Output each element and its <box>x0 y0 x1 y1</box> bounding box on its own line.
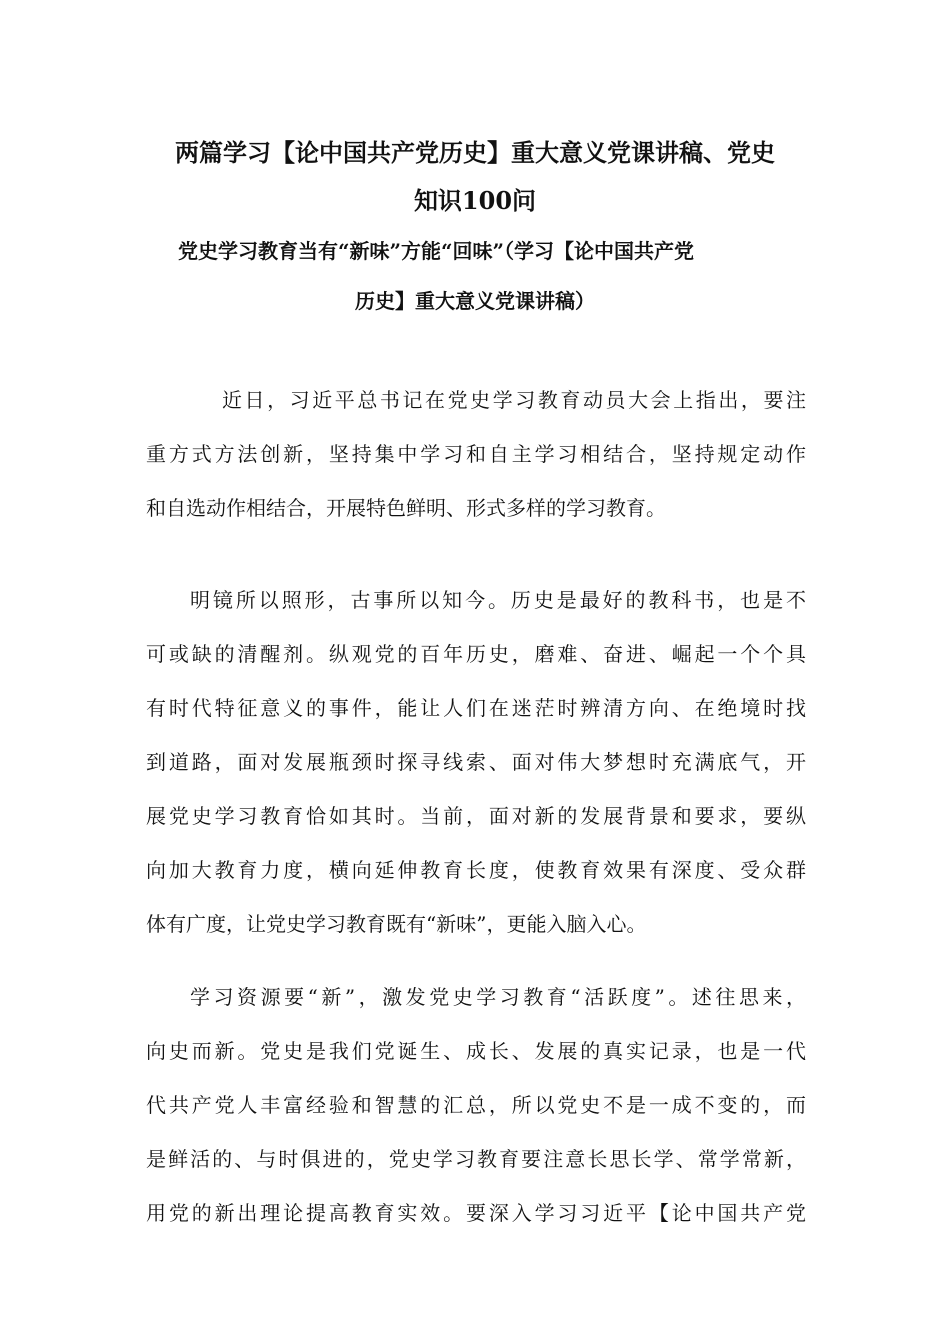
paragraph-line: 和自选动作相结合，开展特色鲜明、形式多样的学习教育。 <box>146 496 666 520</box>
paragraph-line: 可或缺的清醒剂。纵观党的百年历史，磨难、奋进、崛起一个个具 <box>146 642 806 666</box>
paragraph-line: 到道路，面对发展瓶颈时探寻线索、面对伟大梦想时充满底气，开 <box>146 750 806 774</box>
body-paragraph-1 <box>146 373 806 535</box>
document-subtitle-line-1: 党史学习教育当有“新味”方能“回味”（学习【论中国共产党 <box>178 239 695 263</box>
body-paragraph-2 <box>146 573 806 951</box>
paragraph-line: 明镜所以照形，古事所以知今。历史是最好的教科书，也是不 <box>190 588 806 612</box>
paragraph-line: 近日，习近平总书记在党史学习教育动员大会上指出，要注 <box>222 388 806 412</box>
body-paragraph-3 <box>146 970 806 1240</box>
paragraph-line: 有时代特征意义的事件，能让人们在迷茫时辨清方向、在绝境时找 <box>146 696 806 720</box>
paragraph-line: 是鲜活的、与时俱进的，党史学习教育要注意长思长学、常学常新， <box>146 1147 806 1171</box>
document-title-line-1: 两篇学习【论中国共产党历史】重大意义党课讲稿、党史 <box>175 138 775 167</box>
paragraph-line: 用党的新出理论提高教育实效。要深入学习习近平【论中国共产党 <box>146 1201 806 1225</box>
paragraph-line: 重方式方法创新，坚持集中学习和自主学习相结合，坚持规定动作 <box>146 442 806 466</box>
paragraph-line: 向加大教育力度，横向延伸教育长度，使教育效果有深度、受众群 <box>146 858 806 882</box>
paragraph-line: 代共产党人丰富经验和智慧的汇总，所以党史不是一成不变的，而 <box>146 1093 806 1117</box>
paragraph-line: 展党史学习教育恰如其时。当前，面对新的发展背景和要求，要纵 <box>146 804 806 828</box>
paragraph-line: 学习资源要“新”，激发党史学习教育“活跃度”。述往思来， <box>190 985 806 1009</box>
document-subtitle-line-2: 历史】重大意义党课讲稿） <box>355 289 595 313</box>
paragraph-line: 向史而新。党史是我们党诞生、成长、发展的真实记录，也是一代 <box>146 1039 806 1063</box>
document-title-line-2: 知识100问 <box>413 186 537 215</box>
paragraph-line: 体有广度，让党史学习教育既有“新味”，更能入脑入心。 <box>146 912 647 936</box>
